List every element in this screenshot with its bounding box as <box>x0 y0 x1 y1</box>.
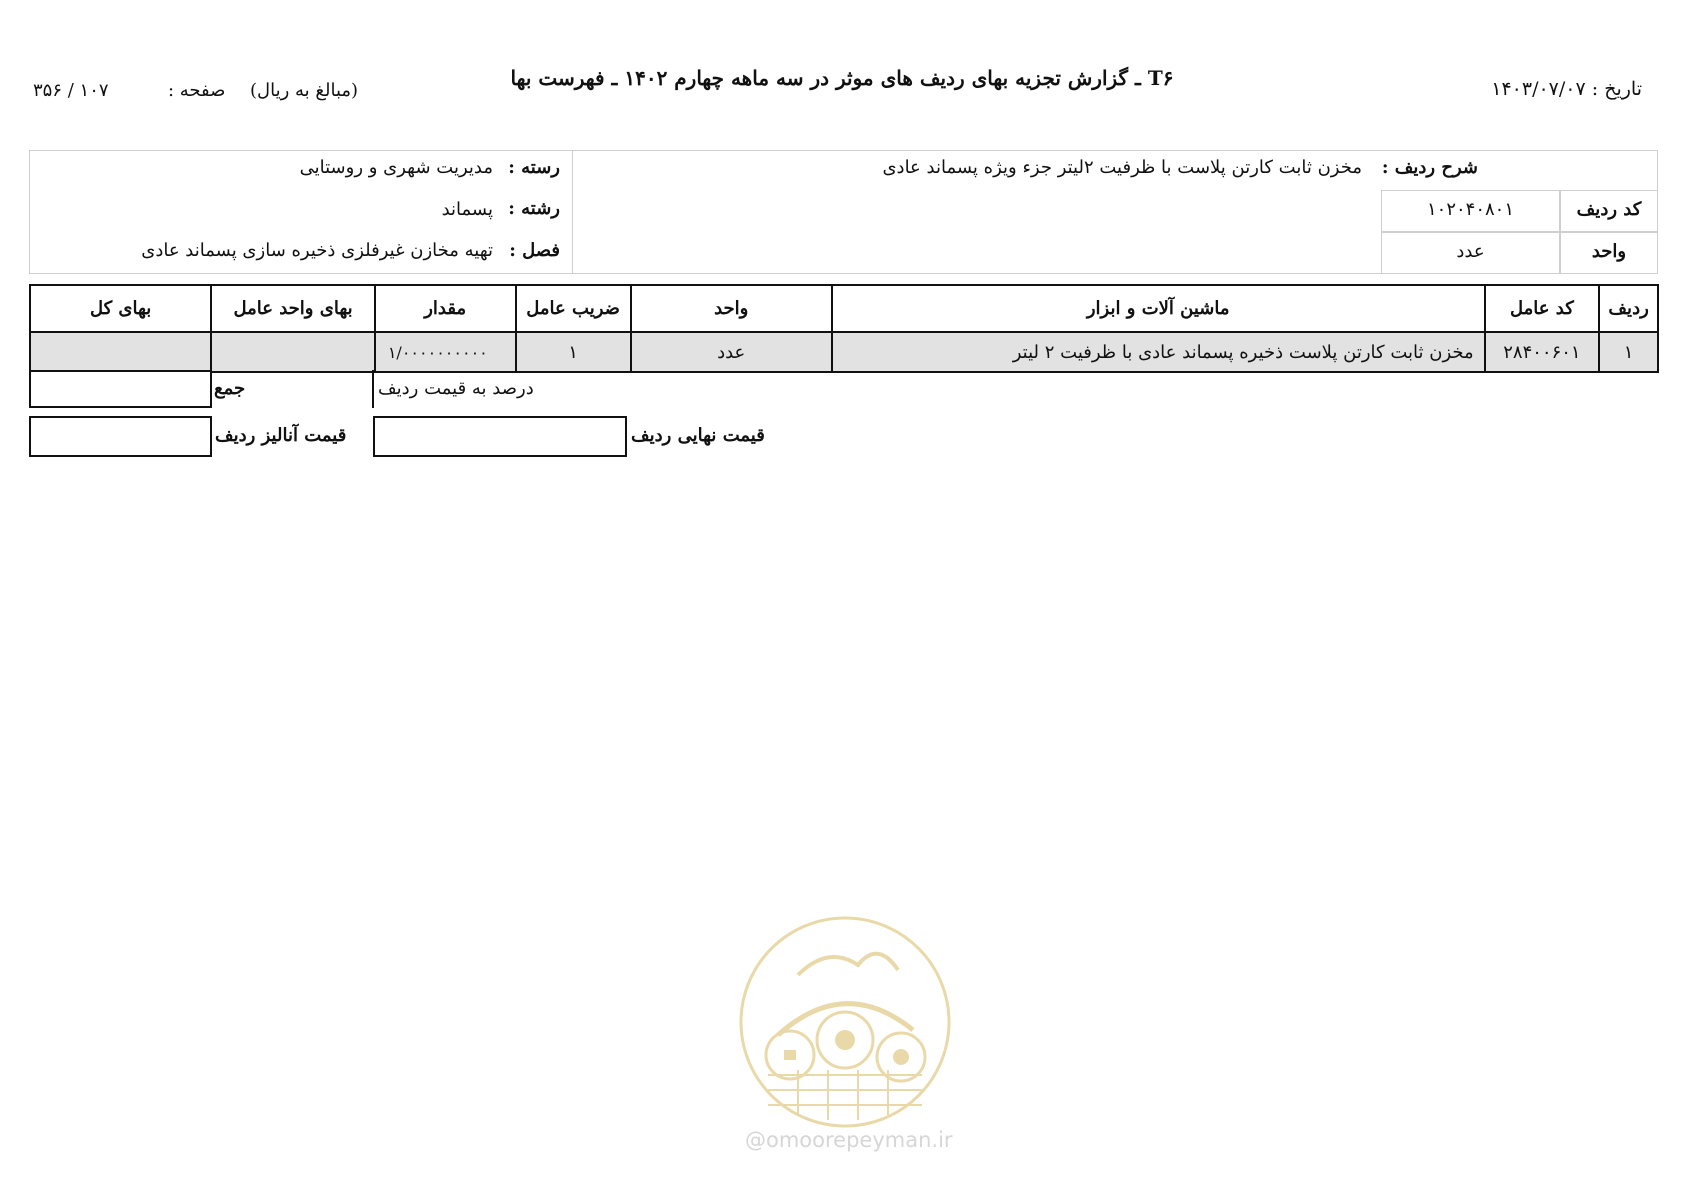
cell-unit: عدد <box>631 332 832 372</box>
row-code-label: کد ردیف <box>1560 190 1658 232</box>
field-label: رشته : <box>508 198 560 219</box>
row-desc-value: مخزن ثابت کارتن پلاست با ظرفیت ۲لیتر جزء ویژه پسماند عادی <box>882 157 1362 178</box>
sum-divider <box>372 370 374 408</box>
page-number: ۱۰۷ / ۳۵۶ <box>33 80 109 101</box>
cell-unit-price <box>211 332 375 372</box>
cell-total-price <box>30 332 211 372</box>
report-title: T۶ ـ گزارش تجزیه بهای ردیف های موثر در سه ماهه چهارم ۱۴۰۲ ـ فهرست بها <box>510 66 1174 90</box>
cost-breakdown-table <box>29 284 1659 373</box>
col-factor-coefficient: ضریب عامل <box>516 285 631 332</box>
table-header-row <box>30 285 1658 332</box>
col-unit: واحد <box>631 285 832 332</box>
percent-label: درصد به قیمت ردیف <box>378 378 534 399</box>
cell-factor-coefficient: ۱ <box>516 332 631 372</box>
col-factor-code: کد عامل <box>1485 285 1600 332</box>
chapter-value: تهیه مخازن غیرفلزی ذخیره سازی پسماند عادی <box>141 240 493 261</box>
date-label: تاریخ : <box>1591 78 1642 100</box>
col-description: ماشین آلات و ابزار <box>832 285 1485 332</box>
col-quantity: مقدار <box>375 285 516 332</box>
unit-label: واحد <box>1560 232 1658 274</box>
col-total-price: بهای کل <box>30 285 211 332</box>
cell-row-number: ۱ <box>1599 332 1658 372</box>
sum-label: جمع <box>214 378 246 399</box>
col-unit-price: بهای واحد عامل <box>211 285 375 332</box>
cell-factor-code: ۲۸۴۰۰۶۰۱ <box>1485 332 1600 372</box>
sum-value-box <box>29 370 212 408</box>
analysis-price-box <box>29 416 212 457</box>
unit-value: عدد <box>1381 232 1560 274</box>
watermark-url: @omoorepeyman.ir <box>745 1128 953 1152</box>
cell-quantity: ۱/۰۰۰۰۰۰۰۰۰۰ <box>375 332 516 372</box>
page-label: صفحه : <box>168 80 226 101</box>
row-code-value: ۱۰۲۰۴۰۸۰۱ <box>1381 190 1560 232</box>
col-row-number: ردیف <box>1599 285 1658 332</box>
table-row <box>30 332 1658 372</box>
row-desc-label: شرح ردیف : <box>1381 157 1478 178</box>
date-value: ۱۴۰۳/۰۷/۰۷ <box>1491 78 1586 100</box>
cell-description: مخزن ثابت کارتن پلاست ذخیره پسماند عادی با ظرفیت ۲ لیتر <box>832 332 1485 372</box>
category-label: رسته : <box>508 157 560 178</box>
watermark-url-text: omoorepeyman.ir <box>766 1128 953 1152</box>
amounts-note: (مبالغ به ریال) <box>250 80 359 101</box>
watermark-logo <box>738 915 952 1129</box>
field-value: پسماند <box>441 199 493 220</box>
chapter-label: فصل : <box>509 240 560 261</box>
category-value: مدیریت شهری و روستایی <box>299 157 493 178</box>
final-price-label: قیمت نهایی ردیف <box>631 425 765 446</box>
analysis-price-label: قیمت آنالیز ردیف <box>215 425 347 446</box>
final-price-box <box>373 416 627 457</box>
